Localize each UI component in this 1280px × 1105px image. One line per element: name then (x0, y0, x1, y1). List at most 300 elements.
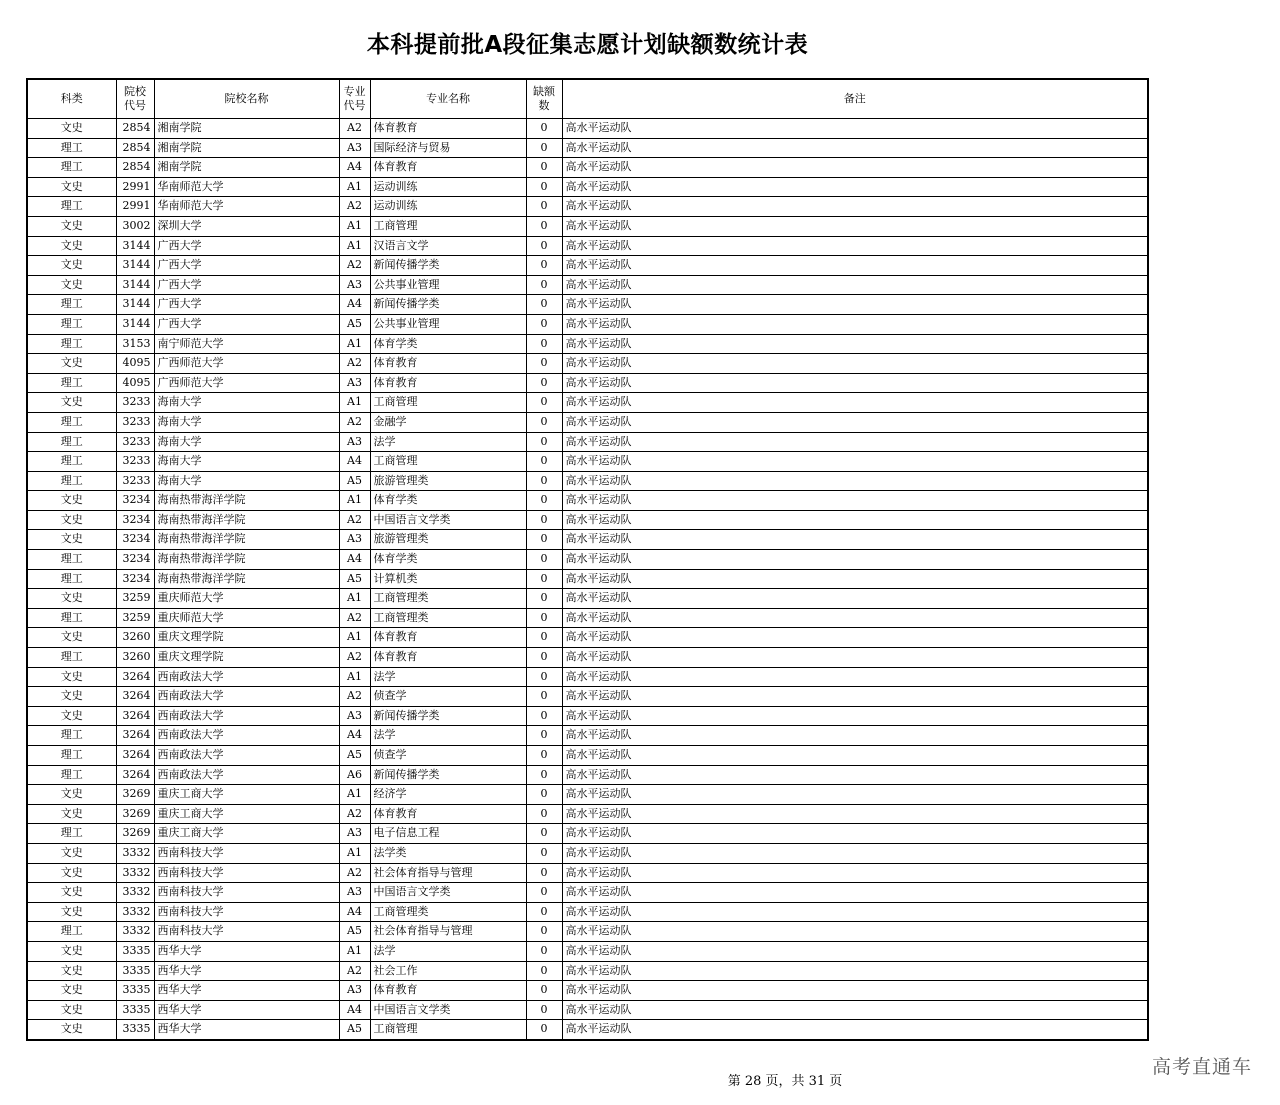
cell-school-code: 3332 (116, 843, 154, 863)
cell-category: 文史 (27, 530, 116, 550)
table-row (27, 922, 1148, 942)
cell-school-name: 广西师范大学 (154, 373, 339, 393)
table-row (27, 628, 1148, 648)
cell-school-code: 3335 (116, 981, 154, 1001)
cell-major-code: A2 (339, 354, 370, 374)
cell-vacancy: 0 (526, 569, 562, 589)
header-major-code: 专业 代号 (339, 79, 370, 119)
cell-vacancy: 0 (526, 373, 562, 393)
table-row (27, 119, 1148, 139)
cell-remark: 高水平运动队 (562, 236, 1148, 256)
cell-major-code: A5 (339, 1020, 370, 1040)
cell-major-code: A5 (339, 922, 370, 942)
cell-vacancy: 0 (526, 236, 562, 256)
table-row (27, 667, 1148, 687)
cell-vacancy: 0 (526, 902, 562, 922)
cell-school-name: 湘南学院 (154, 138, 339, 158)
cell-major-code: A1 (339, 177, 370, 197)
cell-remark: 高水平运动队 (562, 706, 1148, 726)
cell-major-name: 运动训练 (370, 177, 526, 197)
cell-school-name: 海南热带海洋学院 (154, 569, 339, 589)
cell-school-name: 重庆文理学院 (154, 628, 339, 648)
cell-remark: 高水平运动队 (562, 393, 1148, 413)
cell-major-code: A2 (339, 119, 370, 139)
cell-vacancy: 0 (526, 981, 562, 1001)
cell-school-name: 海南大学 (154, 412, 339, 432)
header-vacancy: 缺额 数 (526, 79, 562, 119)
cell-school-code: 3332 (116, 863, 154, 883)
cell-vacancy: 0 (526, 216, 562, 236)
cell-vacancy: 0 (526, 687, 562, 707)
cell-major-code: A3 (339, 138, 370, 158)
cell-remark: 高水平运动队 (562, 726, 1148, 746)
cell-category: 文史 (27, 236, 116, 256)
cell-remark: 高水平运动队 (562, 119, 1148, 139)
cell-school-code: 2854 (116, 119, 154, 139)
cell-school-name: 广西大学 (154, 275, 339, 295)
cell-remark: 高水平运动队 (562, 530, 1148, 550)
cell-remark: 高水平运动队 (562, 785, 1148, 805)
cell-major-name: 工商管理 (370, 393, 526, 413)
cell-major-name: 体育学类 (370, 550, 526, 570)
table-row (27, 471, 1148, 491)
table-row (27, 412, 1148, 432)
cell-remark: 高水平运动队 (562, 314, 1148, 334)
cell-vacancy: 0 (526, 765, 562, 785)
cell-category: 理工 (27, 295, 116, 315)
cell-major-name: 金融学 (370, 412, 526, 432)
cell-school-name: 重庆文理学院 (154, 648, 339, 668)
cell-category: 理工 (27, 569, 116, 589)
cell-school-name: 华南师范大学 (154, 197, 339, 217)
table-row (27, 804, 1148, 824)
table-row (27, 432, 1148, 452)
cell-category: 理工 (27, 648, 116, 668)
cell-school-code: 3234 (116, 569, 154, 589)
cell-school-code: 3259 (116, 608, 154, 628)
cell-major-name: 法学 (370, 941, 526, 961)
cell-school-name: 西华大学 (154, 1000, 339, 1020)
cell-school-code: 3332 (116, 902, 154, 922)
cell-major-name: 体育教育 (370, 804, 526, 824)
cell-school-name: 重庆师范大学 (154, 589, 339, 609)
cell-category: 理工 (27, 197, 116, 217)
cell-major-name: 中国语言文学类 (370, 1000, 526, 1020)
cell-category: 理工 (27, 608, 116, 628)
cell-major-code: A4 (339, 158, 370, 178)
table-row (27, 883, 1148, 903)
cell-category: 理工 (27, 314, 116, 334)
cell-remark: 高水平运动队 (562, 158, 1148, 178)
cell-remark: 高水平运动队 (562, 138, 1148, 158)
cell-vacancy: 0 (526, 667, 562, 687)
cell-school-code: 3264 (116, 765, 154, 785)
cell-remark: 高水平运动队 (562, 256, 1148, 276)
cell-major-code: A3 (339, 883, 370, 903)
cell-major-code: A3 (339, 432, 370, 452)
cell-school-code: 3144 (116, 314, 154, 334)
cell-vacancy: 0 (526, 334, 562, 354)
cell-school-name: 西南政法大学 (154, 667, 339, 687)
cell-school-code: 3332 (116, 883, 154, 903)
table-row (27, 608, 1148, 628)
table-row (27, 785, 1148, 805)
table-row (27, 256, 1148, 276)
cell-category: 理工 (27, 373, 116, 393)
cell-vacancy: 0 (526, 628, 562, 648)
cell-category: 理工 (27, 726, 116, 746)
cell-major-code: A2 (339, 863, 370, 883)
cell-major-code: A2 (339, 687, 370, 707)
cell-major-name: 法学 (370, 726, 526, 746)
header-school-name: 院校名称 (154, 79, 339, 119)
cell-remark: 高水平运动队 (562, 471, 1148, 491)
cell-school-name: 湘南学院 (154, 158, 339, 178)
cell-major-name: 体育教育 (370, 354, 526, 374)
cell-school-code: 3234 (116, 530, 154, 550)
cell-school-name: 西华大学 (154, 961, 339, 981)
cell-major-name: 法学 (370, 432, 526, 452)
cell-school-name: 广西大学 (154, 295, 339, 315)
cell-school-name: 广西师范大学 (154, 354, 339, 374)
cell-category: 文史 (27, 119, 116, 139)
cell-vacancy: 0 (526, 863, 562, 883)
cell-major-name: 经济学 (370, 785, 526, 805)
cell-school-code: 3144 (116, 236, 154, 256)
cell-major-name: 工商管理 (370, 452, 526, 472)
cell-school-name: 西南科技大学 (154, 902, 339, 922)
cell-school-name: 西南科技大学 (154, 922, 339, 942)
cell-major-code: A2 (339, 804, 370, 824)
cell-major-code: A3 (339, 706, 370, 726)
cell-vacancy: 0 (526, 746, 562, 766)
cell-category: 文史 (27, 1000, 116, 1020)
cell-school-name: 西南政法大学 (154, 706, 339, 726)
cell-major-code: A1 (339, 843, 370, 863)
cell-vacancy: 0 (526, 1020, 562, 1040)
cell-school-name: 广西大学 (154, 314, 339, 334)
cell-remark: 高水平运动队 (562, 432, 1148, 452)
cell-school-name: 南宁师范大学 (154, 334, 339, 354)
cell-remark: 高水平运动队 (562, 412, 1148, 432)
cell-school-name: 西南科技大学 (154, 843, 339, 863)
cell-category: 文史 (27, 589, 116, 609)
cell-vacancy: 0 (526, 354, 562, 374)
cell-category: 文史 (27, 981, 116, 1001)
cell-category: 理工 (27, 550, 116, 570)
cell-school-code: 2991 (116, 197, 154, 217)
cell-category: 文史 (27, 961, 116, 981)
cell-major-name: 工商管理类 (370, 608, 526, 628)
cell-major-code: A2 (339, 961, 370, 981)
cell-school-code: 3233 (116, 471, 154, 491)
cell-school-name: 广西大学 (154, 236, 339, 256)
cell-major-code: A4 (339, 902, 370, 922)
cell-category: 文史 (27, 687, 116, 707)
cell-school-name: 西南科技大学 (154, 863, 339, 883)
cell-major-name: 国际经济与贸易 (370, 138, 526, 158)
cell-school-name: 海南大学 (154, 432, 339, 452)
page-number: 第 28 页，共 31 页 (727, 1074, 843, 1089)
cell-school-code: 3264 (116, 706, 154, 726)
cell-vacancy: 0 (526, 706, 562, 726)
cell-remark: 高水平运动队 (562, 843, 1148, 863)
table-row (27, 863, 1148, 883)
cell-major-code: A4 (339, 550, 370, 570)
cell-school-code: 3269 (116, 804, 154, 824)
cell-major-code: A5 (339, 746, 370, 766)
cell-school-code: 3233 (116, 452, 154, 472)
cell-major-name: 体育学类 (370, 334, 526, 354)
cell-major-code: A2 (339, 608, 370, 628)
cell-vacancy: 0 (526, 412, 562, 432)
watermark-brand: 高考直通车 (1151, 1056, 1252, 1078)
cell-school-code: 3234 (116, 550, 154, 570)
cell-category: 文史 (27, 863, 116, 883)
cell-school-code: 3260 (116, 628, 154, 648)
cell-school-code: 3153 (116, 334, 154, 354)
cell-school-name: 西南政法大学 (154, 687, 339, 707)
cell-major-code: A1 (339, 393, 370, 413)
cell-remark: 高水平运动队 (562, 1020, 1148, 1040)
cell-category: 文史 (27, 902, 116, 922)
table-row (27, 746, 1148, 766)
cell-vacancy: 0 (526, 608, 562, 628)
cell-vacancy: 0 (526, 843, 562, 863)
table-row (27, 941, 1148, 961)
cell-major-name: 社会工作 (370, 961, 526, 981)
cell-major-code: A1 (339, 491, 370, 511)
table-body (27, 119, 1148, 1040)
cell-category: 文史 (27, 843, 116, 863)
cell-school-name: 海南热带海洋学院 (154, 491, 339, 511)
cell-category: 理工 (27, 412, 116, 432)
cell-vacancy: 0 (526, 275, 562, 295)
table-row (27, 550, 1148, 570)
cell-major-name: 体育教育 (370, 119, 526, 139)
table-row (27, 354, 1148, 374)
cell-school-name: 海南大学 (154, 393, 339, 413)
cell-remark: 高水平运动队 (562, 334, 1148, 354)
table-row (27, 452, 1148, 472)
cell-school-code: 3234 (116, 510, 154, 530)
cell-remark: 高水平运动队 (562, 177, 1148, 197)
cell-school-code: 3144 (116, 256, 154, 276)
cell-category: 文史 (27, 491, 116, 511)
cell-category: 文史 (27, 628, 116, 648)
cell-category: 理工 (27, 138, 116, 158)
header-remark: 备注 (562, 79, 1148, 119)
table-row (27, 824, 1148, 844)
cell-school-code: 3269 (116, 824, 154, 844)
cell-major-code: A1 (339, 334, 370, 354)
header-school-code: 院校 代号 (116, 79, 154, 119)
cell-major-name: 中国语言文学类 (370, 883, 526, 903)
cell-major-name: 体育教育 (370, 158, 526, 178)
cell-major-name: 新闻传播学类 (370, 256, 526, 276)
cell-vacancy: 0 (526, 256, 562, 276)
cell-vacancy: 0 (526, 295, 562, 315)
cell-category: 文史 (27, 510, 116, 530)
cell-major-code: A2 (339, 510, 370, 530)
cell-remark: 高水平运动队 (562, 804, 1148, 824)
cell-school-name: 广西大学 (154, 256, 339, 276)
cell-category: 文史 (27, 354, 116, 374)
cell-vacancy: 0 (526, 491, 562, 511)
cell-vacancy: 0 (526, 177, 562, 197)
cell-school-code: 4095 (116, 373, 154, 393)
cell-remark: 高水平运动队 (562, 667, 1148, 687)
cell-remark: 高水平运动队 (562, 295, 1148, 315)
cell-category: 文史 (27, 256, 116, 276)
cell-major-name: 中国语言文学类 (370, 510, 526, 530)
cell-vacancy: 0 (526, 1000, 562, 1020)
cell-remark: 高水平运动队 (562, 216, 1148, 236)
table-row (27, 726, 1148, 746)
cell-vacancy: 0 (526, 648, 562, 668)
header-major-name: 专业名称 (370, 79, 526, 119)
cell-remark: 高水平运动队 (562, 883, 1148, 903)
cell-remark: 高水平运动队 (562, 941, 1148, 961)
cell-vacancy: 0 (526, 471, 562, 491)
cell-school-name: 海南大学 (154, 471, 339, 491)
cell-remark: 高水平运动队 (562, 648, 1148, 668)
cell-major-code: A1 (339, 941, 370, 961)
table-row (27, 275, 1148, 295)
cell-major-name: 公共事业管理 (370, 275, 526, 295)
cell-remark: 高水平运动队 (562, 824, 1148, 844)
cell-major-name: 公共事业管理 (370, 314, 526, 334)
page-title: 本科提前批A段征集志愿计划缺额数统计表 (366, 32, 809, 58)
table-row (27, 236, 1148, 256)
cell-school-name: 西南政法大学 (154, 726, 339, 746)
cell-remark: 高水平运动队 (562, 981, 1148, 1001)
cell-school-name: 西南政法大学 (154, 746, 339, 766)
cell-vacancy: 0 (526, 824, 562, 844)
table-row (27, 373, 1148, 393)
cell-school-code: 2854 (116, 158, 154, 178)
cell-school-name: 西南政法大学 (154, 765, 339, 785)
cell-category: 理工 (27, 471, 116, 491)
table-row (27, 981, 1148, 1001)
table-row (27, 491, 1148, 511)
cell-major-code: A5 (339, 314, 370, 334)
cell-school-code: 3264 (116, 687, 154, 707)
cell-school-code: 3233 (116, 393, 154, 413)
cell-remark: 高水平运动队 (562, 197, 1148, 217)
table-row (27, 843, 1148, 863)
cell-vacancy: 0 (526, 941, 562, 961)
cell-vacancy: 0 (526, 197, 562, 217)
cell-category: 文史 (27, 941, 116, 961)
cell-major-name: 电子信息工程 (370, 824, 526, 844)
cell-major-name: 旅游管理类 (370, 471, 526, 491)
table-row (27, 902, 1148, 922)
cell-major-name: 运动训练 (370, 197, 526, 217)
cell-major-name: 新闻传播学类 (370, 765, 526, 785)
cell-school-name: 重庆工商大学 (154, 824, 339, 844)
cell-major-name: 工商管理 (370, 1020, 526, 1040)
cell-major-code: A3 (339, 981, 370, 1001)
cell-category: 文史 (27, 177, 116, 197)
cell-school-name: 海南大学 (154, 452, 339, 472)
header-category: 科类 (27, 79, 116, 119)
cell-school-name: 海南热带海洋学院 (154, 530, 339, 550)
cell-major-code: A4 (339, 452, 370, 472)
cell-vacancy: 0 (526, 785, 562, 805)
cell-major-code: A3 (339, 373, 370, 393)
cell-category: 文史 (27, 393, 116, 413)
cell-category: 文史 (27, 883, 116, 903)
cell-major-name: 新闻传播学类 (370, 706, 526, 726)
cell-school-code: 4095 (116, 354, 154, 374)
cell-remark: 高水平运动队 (562, 863, 1148, 883)
cell-major-code: A2 (339, 412, 370, 432)
cell-category: 理工 (27, 452, 116, 472)
cell-major-code: A4 (339, 295, 370, 315)
cell-major-name: 新闻传播学类 (370, 295, 526, 315)
table-row (27, 197, 1148, 217)
cell-vacancy: 0 (526, 452, 562, 472)
cell-school-name: 深圳大学 (154, 216, 339, 236)
cell-category: 文史 (27, 785, 116, 805)
cell-remark: 高水平运动队 (562, 569, 1148, 589)
cell-vacancy: 0 (526, 550, 562, 570)
cell-major-code: A6 (339, 765, 370, 785)
cell-major-name: 侦查学 (370, 746, 526, 766)
cell-major-name: 体育教育 (370, 981, 526, 1001)
table-row (27, 648, 1148, 668)
cell-vacancy: 0 (526, 589, 562, 609)
cell-remark: 高水平运动队 (562, 687, 1148, 707)
cell-major-code: A4 (339, 1000, 370, 1020)
cell-school-code: 3144 (116, 295, 154, 315)
cell-remark: 高水平运动队 (562, 550, 1148, 570)
cell-category: 理工 (27, 432, 116, 452)
cell-school-name: 西华大学 (154, 1020, 339, 1040)
cell-major-code: A1 (339, 667, 370, 687)
cell-remark: 高水平运动队 (562, 452, 1148, 472)
cell-major-code: A5 (339, 471, 370, 491)
cell-category: 理工 (27, 824, 116, 844)
cell-major-name: 工商管理类 (370, 589, 526, 609)
cell-school-code: 3259 (116, 589, 154, 609)
table-row (27, 706, 1148, 726)
cell-major-code: A2 (339, 256, 370, 276)
table-row (27, 158, 1148, 178)
cell-school-name: 海南热带海洋学院 (154, 550, 339, 570)
cell-vacancy: 0 (526, 883, 562, 903)
cell-major-code: A4 (339, 726, 370, 746)
cell-remark: 高水平运动队 (562, 961, 1148, 981)
cell-remark: 高水平运动队 (562, 1000, 1148, 1020)
table-row (27, 589, 1148, 609)
table-row (27, 216, 1148, 236)
table-header-row (27, 79, 1148, 119)
vacancy-table (26, 78, 1149, 1041)
cell-vacancy: 0 (526, 432, 562, 452)
table-row (27, 1000, 1148, 1020)
cell-school-code: 3332 (116, 922, 154, 942)
cell-major-name: 体育教育 (370, 628, 526, 648)
table-row (27, 314, 1148, 334)
cell-remark: 高水平运动队 (562, 746, 1148, 766)
cell-school-code: 3234 (116, 491, 154, 511)
cell-vacancy: 0 (526, 138, 562, 158)
cell-category: 文史 (27, 275, 116, 295)
cell-remark: 高水平运动队 (562, 510, 1148, 530)
cell-school-code: 3264 (116, 726, 154, 746)
